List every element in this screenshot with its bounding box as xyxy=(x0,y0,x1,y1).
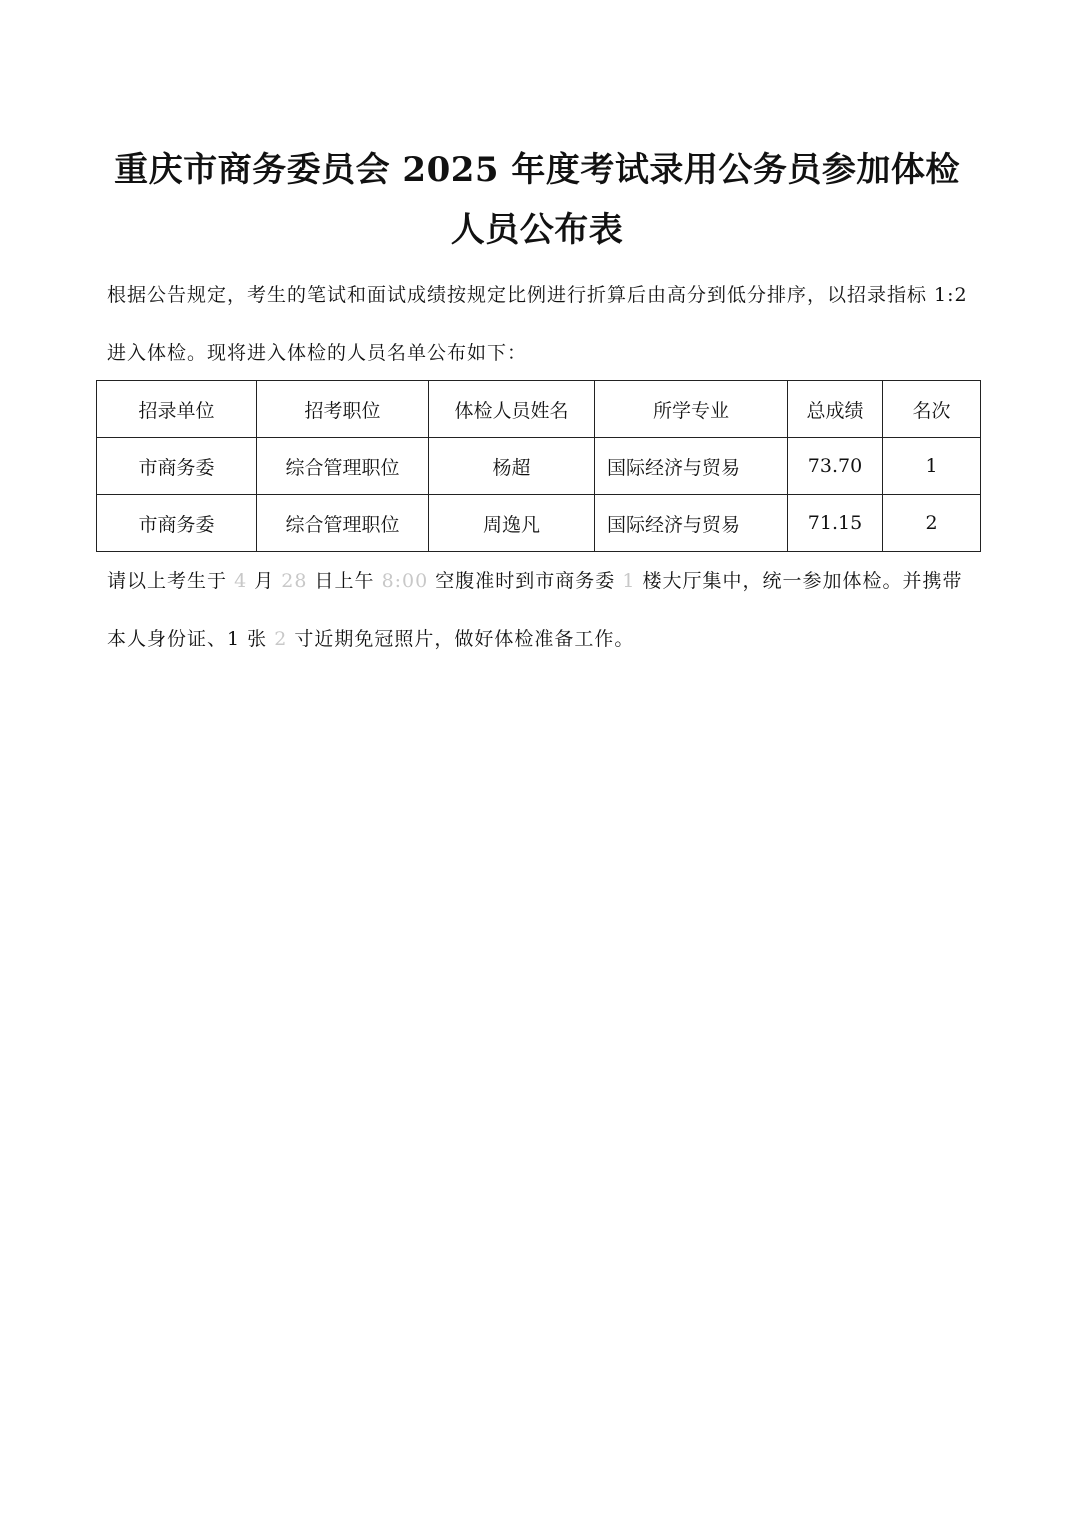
header-position: 招考职位 xyxy=(257,381,429,438)
exam-result-table xyxy=(96,380,981,552)
header-unit: 招录单位 xyxy=(97,381,257,438)
table-header-row xyxy=(97,381,981,438)
notice-time: 8:00 xyxy=(381,570,429,592)
cell-total-score: 71.15 xyxy=(788,495,883,552)
header-major: 所学专业 xyxy=(595,381,788,438)
cell-major: 国际经济与贸易 xyxy=(595,495,788,552)
header-total-score: 总成绩 xyxy=(788,381,883,438)
notice-photo-size: 2 xyxy=(274,628,288,650)
intro-paragraph: 根据公告规定，考生的笔试和面试成绩按规定比例进行折算后由高分到低分排序，以招录指标 1:2 进入体检。现将进入体检的人员名单公布如下： xyxy=(107,284,968,364)
header-name: 体检人员姓名 xyxy=(429,381,595,438)
exam-notice-paragraph xyxy=(107,552,975,668)
document-title xyxy=(0,140,1074,260)
cell-major: 国际经济与贸易 xyxy=(595,438,788,495)
notice-text-3: 日上午 xyxy=(314,570,375,592)
cell-total-score: 73.70 xyxy=(788,438,883,495)
cell-position: 综合管理职位 xyxy=(257,495,429,552)
table-row xyxy=(97,438,981,495)
notice-text-4: 空腹准时到市商务委 xyxy=(435,570,616,592)
table-row xyxy=(97,495,981,552)
cell-unit: 市商务委 xyxy=(97,438,257,495)
notice-floor: 1 xyxy=(622,570,636,592)
title-line-1: 重庆市商务委员会 2025 年度考试录用公务员参加体检 xyxy=(114,150,960,190)
notice-day: 28 xyxy=(281,570,308,592)
cell-rank: 1 xyxy=(883,438,981,495)
cell-name: 周逸凡 xyxy=(429,495,595,552)
cell-rank: 2 xyxy=(883,495,981,552)
cell-position: 综合管理职位 xyxy=(257,438,429,495)
notice-text-6: 寸近期免冠照片，做好体检准备工作。 xyxy=(294,628,635,650)
header-rank: 名次 xyxy=(883,381,981,438)
cell-unit: 市商务委 xyxy=(97,495,257,552)
notice-text-2: 月 xyxy=(254,570,275,592)
notice-month: 4 xyxy=(234,570,248,592)
cell-name: 杨超 xyxy=(429,438,595,495)
notice-text-5: 楼大厅集中，统一参加体检。并携带本人身份证、1 张 xyxy=(107,570,963,650)
notice-text-1: 请以上考生于 xyxy=(107,570,228,592)
title-line-2: 人员公布表 xyxy=(450,210,624,250)
